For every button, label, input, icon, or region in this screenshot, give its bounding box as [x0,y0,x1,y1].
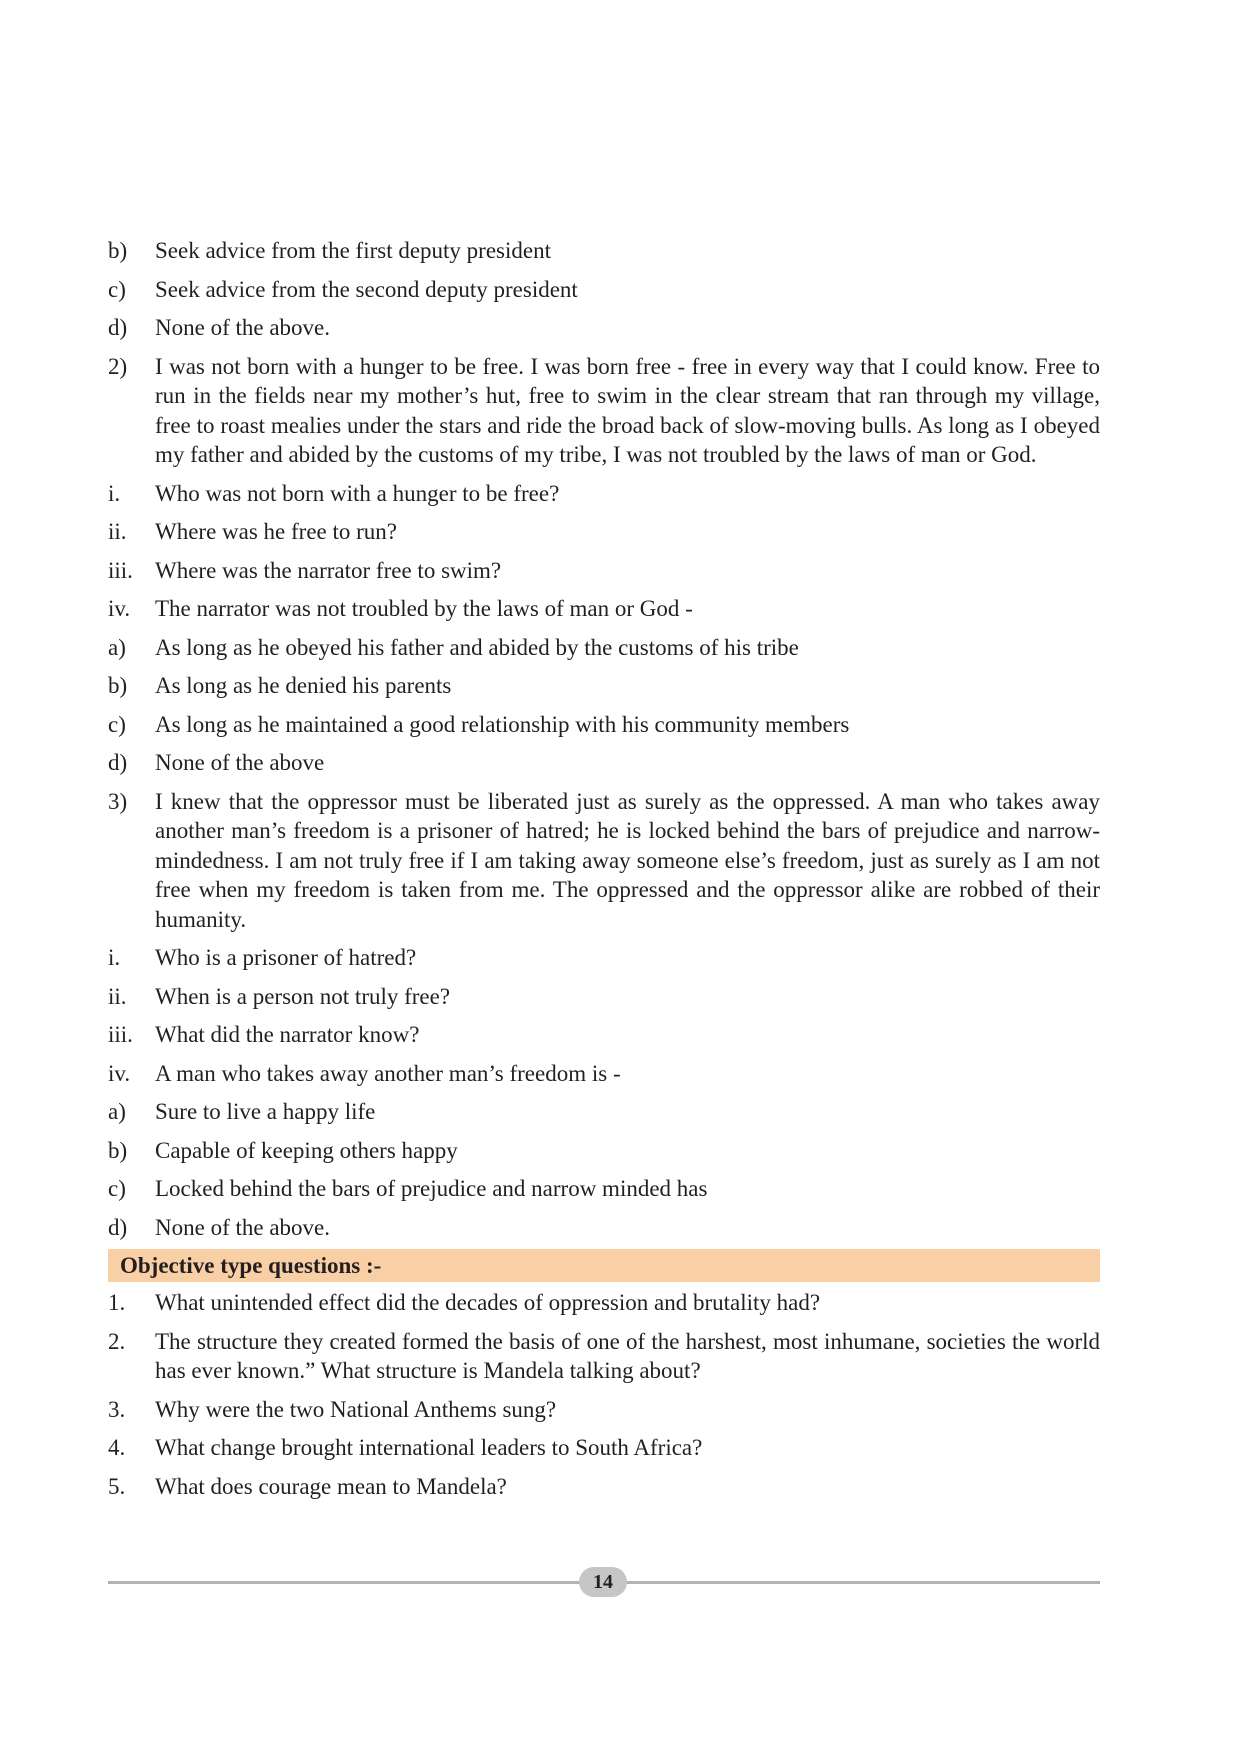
item-text: Sure to live a happy life [155,1099,376,1124]
item-label: b) [108,673,128,698]
list-item [108,594,1100,624]
question-item [108,1472,1100,1502]
item-text: As long as he obeyed his father and abided by the customs of his tribe [155,634,799,660]
question-number: 4. [108,1435,126,1460]
item-label: c) [108,711,126,737]
item-text: Who was not born with a hunger to be free? [155,480,560,506]
item-text: The narrator was not troubled by the laws of man or God - [155,596,693,621]
item-label: d) [108,1214,128,1240]
question-number: 1. [108,1290,126,1315]
item-text: Who is a prisoner of hatred? [155,945,417,970]
item-label: a) [108,634,126,660]
list-item [108,1020,1100,1050]
item-text: Seek advice from the first deputy president [155,238,551,263]
item-text: None of the above [155,750,325,775]
list-item [108,517,1100,547]
list-item [108,1097,1100,1127]
item-label: d) [108,315,128,340]
question-number: 5. [108,1473,126,1499]
list-item [108,479,1100,509]
item-text: As long as he denied his parents [155,673,452,698]
item-label: b) [108,238,128,263]
question-text: Why were the two National Anthems sung? [155,1396,557,1422]
passage-text: I was not born with a hunger to be free. I was born free - free in every way that I could know. Free to run in the fields near my mother’s hut, free to swim in the clear stream that ran through my village, free to roast mealies under the stars and ride the broad back of slow-moving bulls. As long as I obeyed my father and abided by the customs of my tribe, I was not troubled by the laws of man or God. [155,353,1100,467]
item-text: None of the above. [155,1214,330,1240]
item-label: 2) [108,353,128,379]
list-item [108,710,1100,740]
item-text: Where was the narrator free to swim? [155,557,502,583]
list-item [108,1213,1100,1243]
list-item [108,236,1100,266]
question-item [108,1327,1100,1386]
page-number-badge: 14 [579,1567,627,1597]
item-text: What did the narrator know? [155,1022,420,1047]
question-number: 3. [108,1396,126,1422]
item-label: ii. [108,983,127,1009]
question-text: What does courage mean to Mandela? [155,1473,507,1499]
passage-text: I knew that the oppressor must be liberated just as surely as the oppressed. A man who takes away another man’s freedom is a prisoner of hatred; he is locked behind the bars of prejudice and narrow- mindedness. I am not truly free if I am taking away someone else’s freedom, just as surely as I am not free when my freedom is taken from me. The oppressed and the oppressor alike are robbed of their humanity. [155,788,1100,932]
section-heading: Objective type questions :- [108,1249,1100,1282]
list-item [108,556,1100,586]
question-item [108,1288,1100,1318]
question-number: 2. [108,1328,126,1354]
item-label: 3) [108,788,128,814]
question-text: The structure they created formed the basis of one of the harshest, most inhumane, societies the world has ever known.” What structure is Mandela talking about? [155,1328,1100,1383]
item-text: Capable of keeping others happy [155,1137,458,1163]
item-label: iv. [108,596,131,621]
list-item [108,1136,1100,1166]
question-text: What unintended effect did the decades of oppression and brutality had? [155,1290,821,1315]
passage-item [108,352,1100,470]
item-label: b) [108,1137,128,1163]
item-text: Seek advice from the second deputy president [155,276,578,302]
page-content [108,236,1100,1510]
question-item [108,1395,1100,1425]
item-text: Locked behind the bars of prejudice and narrow minded has [155,1176,708,1201]
item-label: ii. [108,519,127,544]
item-text: As long as he maintained a good relationship with his community members [155,711,850,737]
list-item [108,748,1100,778]
item-label: c) [108,276,126,302]
item-text: None of the above. [155,315,330,340]
item-text: Where was he free to run? [155,519,398,544]
item-label: iii. [108,1022,133,1047]
question-text: What change brought international leaders to South Africa? [155,1435,703,1460]
list-item [108,671,1100,701]
list-item [108,313,1100,343]
item-label: c) [108,1176,126,1201]
item-label: i. [108,945,121,970]
item-text: A man who takes away another man’s freedom is - [155,1060,621,1086]
item-label: iv. [108,1060,131,1086]
item-text: When is a person not truly free? [155,983,451,1009]
list-item [108,633,1100,663]
item-label: iii. [108,557,133,583]
item-label: d) [108,750,128,775]
list-item [108,1059,1100,1089]
list-item [108,982,1100,1012]
item-label: i. [108,480,121,506]
list-item [108,1174,1100,1204]
list-item [108,275,1100,305]
list-item [108,943,1100,973]
question-item [108,1433,1100,1463]
item-label: a) [108,1099,126,1124]
passage-item [108,787,1100,935]
